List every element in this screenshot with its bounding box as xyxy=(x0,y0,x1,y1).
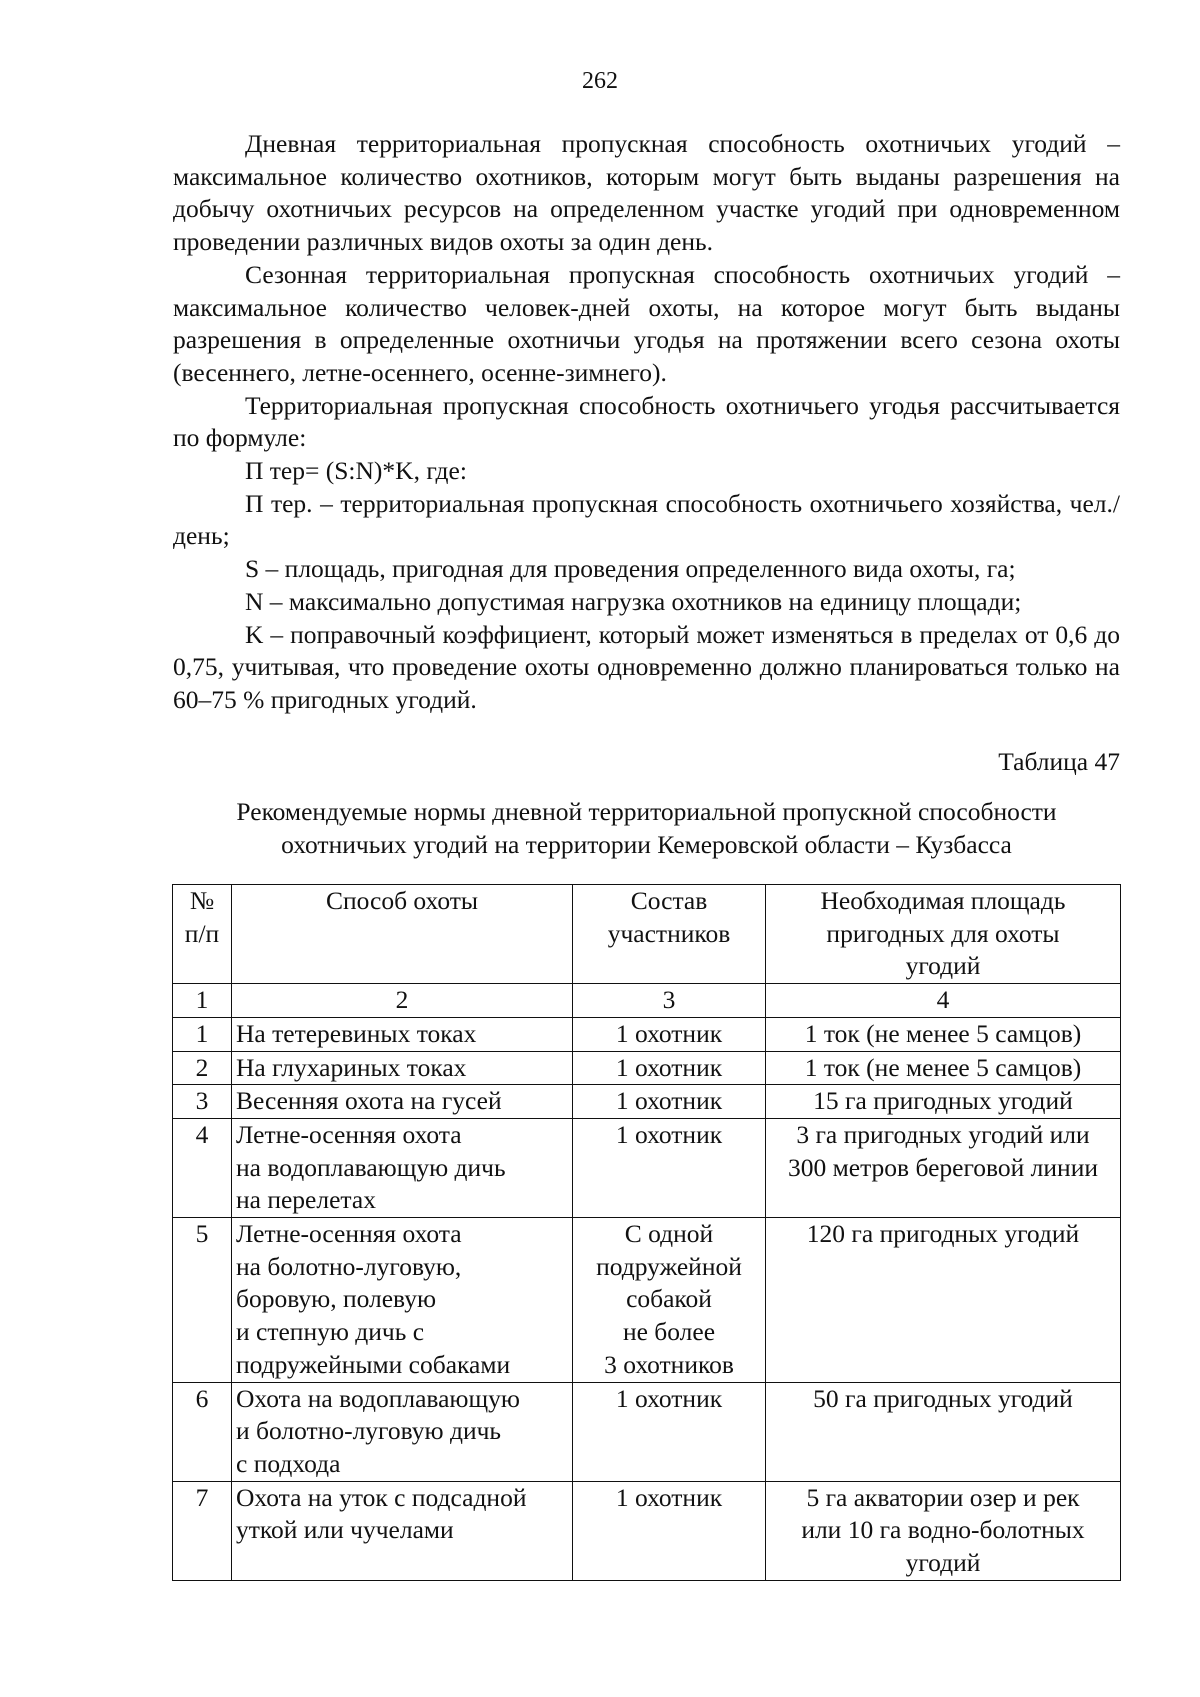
paragraph-seasonal-capacity: Сезонная территориальная пропускная способность охотничьих угодий – максимальное количество человек-дней охоты, на которое могут быть выданы разрешения в определенные охотничьи угодья на протяжении всего сезона охоты (весеннего, летне-осеннего, осенне-зимнего). xyxy=(173,259,1120,387)
table-header-row xyxy=(173,885,1121,984)
table-row xyxy=(173,1118,1121,1217)
column-number-row xyxy=(173,984,1121,1018)
column-number: 1 xyxy=(173,984,232,1018)
cell-area: 1 ток (не менее 5 самцов) xyxy=(766,1051,1121,1085)
header-hunting-method: Способ охоты xyxy=(232,885,573,984)
definition-s: S – площадь, пригодная для проведения определенного вида охоты, га; xyxy=(245,554,1016,584)
definition-k: K – поправочный коэффициент, который может изменяться в пределах от 0,6 до 0,75, учитывая, что проведение охоты одновременно должно планироваться только на 60–75 % пригодных угодий. xyxy=(173,619,1120,714)
column-number: 4 xyxy=(766,984,1121,1018)
table-title xyxy=(173,796,1120,861)
body-text xyxy=(173,128,1120,717)
cell-method: Весенняя охота на гусей xyxy=(232,1085,573,1119)
cell-area: 5 га акватории озер и рек или 10 га водно-болотных угодий xyxy=(766,1481,1121,1580)
norms-table xyxy=(172,884,1121,1581)
cell-area: 3 га пригодных угодий или 300 метров береговой линии xyxy=(766,1118,1121,1217)
page-number: 262 xyxy=(582,68,618,94)
cell-area: 50 га пригодных угодий xyxy=(766,1382,1121,1481)
paragraph-formula-intro: Территориальная пропускная способность охотничьего угодья рассчитывается по формуле: xyxy=(173,390,1120,453)
cell-number: 1 xyxy=(173,1017,232,1051)
cell-number: 6 xyxy=(173,1382,232,1481)
cell-participants: 1 охотник xyxy=(573,1017,766,1051)
cell-area: 120 га пригодных угодий xyxy=(766,1218,1121,1383)
cell-participants: 1 охотник xyxy=(573,1382,766,1481)
cell-number: 7 xyxy=(173,1481,232,1580)
cell-participants: 1 охотник xyxy=(573,1051,766,1085)
cell-number: 4 xyxy=(173,1118,232,1217)
cell-area: 1 ток (не менее 5 самцов) xyxy=(766,1017,1121,1051)
cell-method: На тетеревиных токах xyxy=(232,1017,573,1051)
formula: П тер= (S:N)*K, где: xyxy=(245,456,467,486)
cell-participants: С одной подружейной собакой не более 3 охотников xyxy=(573,1218,766,1383)
cell-participants: 1 охотник xyxy=(573,1118,766,1217)
cell-method: Летне-осенняя охота на болотно-луговую, боровую, полевую и степную дичь с подружейными собаками xyxy=(232,1218,573,1383)
header-number: № п/п xyxy=(173,885,232,984)
cell-method: На глухариных токах xyxy=(232,1051,573,1085)
table-row xyxy=(173,1085,1121,1119)
cell-method: Летне-осенняя охота на водоплавающую дичь на перелетах xyxy=(232,1118,573,1217)
definition-p-ter: П тер. – территориальная пропускная способность охотничьего хозяйства, чел./день; xyxy=(173,488,1120,551)
cell-participants: 1 охотник xyxy=(573,1085,766,1119)
table-row xyxy=(173,1017,1121,1051)
header-required-area: Необходимая площадь пригодных для охоты угодий xyxy=(766,885,1121,984)
cell-participants: 1 охотник xyxy=(573,1481,766,1580)
cell-method: Охота на водоплавающую и болотно-луговую дичь с подхода xyxy=(232,1382,573,1481)
cell-number: 5 xyxy=(173,1218,232,1383)
cell-method: Охота на уток с подсадной уткой или чучелами xyxy=(232,1481,573,1580)
header-participants: Состав участников xyxy=(573,885,766,984)
table-title-line-1: Рекомендуемые нормы дневной территориальной пропускной способности xyxy=(236,797,1057,826)
cell-area: 15 га пригодных угодий xyxy=(766,1085,1121,1119)
table-row xyxy=(173,1481,1121,1580)
table-row xyxy=(173,1051,1121,1085)
table-row xyxy=(173,1218,1121,1383)
definition-n: N – максимально допустимая нагрузка охотников на единицу площади; xyxy=(245,586,1022,616)
column-number: 3 xyxy=(573,984,766,1018)
table-title-line-2: охотничьих угодий на территории Кемеровской области – Кузбасса xyxy=(281,829,1012,859)
cell-number: 3 xyxy=(173,1085,232,1119)
column-number: 2 xyxy=(232,984,573,1018)
table-row xyxy=(173,1382,1121,1481)
cell-number: 2 xyxy=(173,1051,232,1085)
table-label: Таблица 47 xyxy=(998,747,1120,776)
paragraph-daily-capacity: Дневная территориальная пропускная способность охотничьих угодий – максимальное количество охотников, которым могут быть выданы разрешения на добычу охотничьих ресурсов на определенном участке угодий при одновременном проведении различных видов охоты за один день. xyxy=(173,129,1120,257)
